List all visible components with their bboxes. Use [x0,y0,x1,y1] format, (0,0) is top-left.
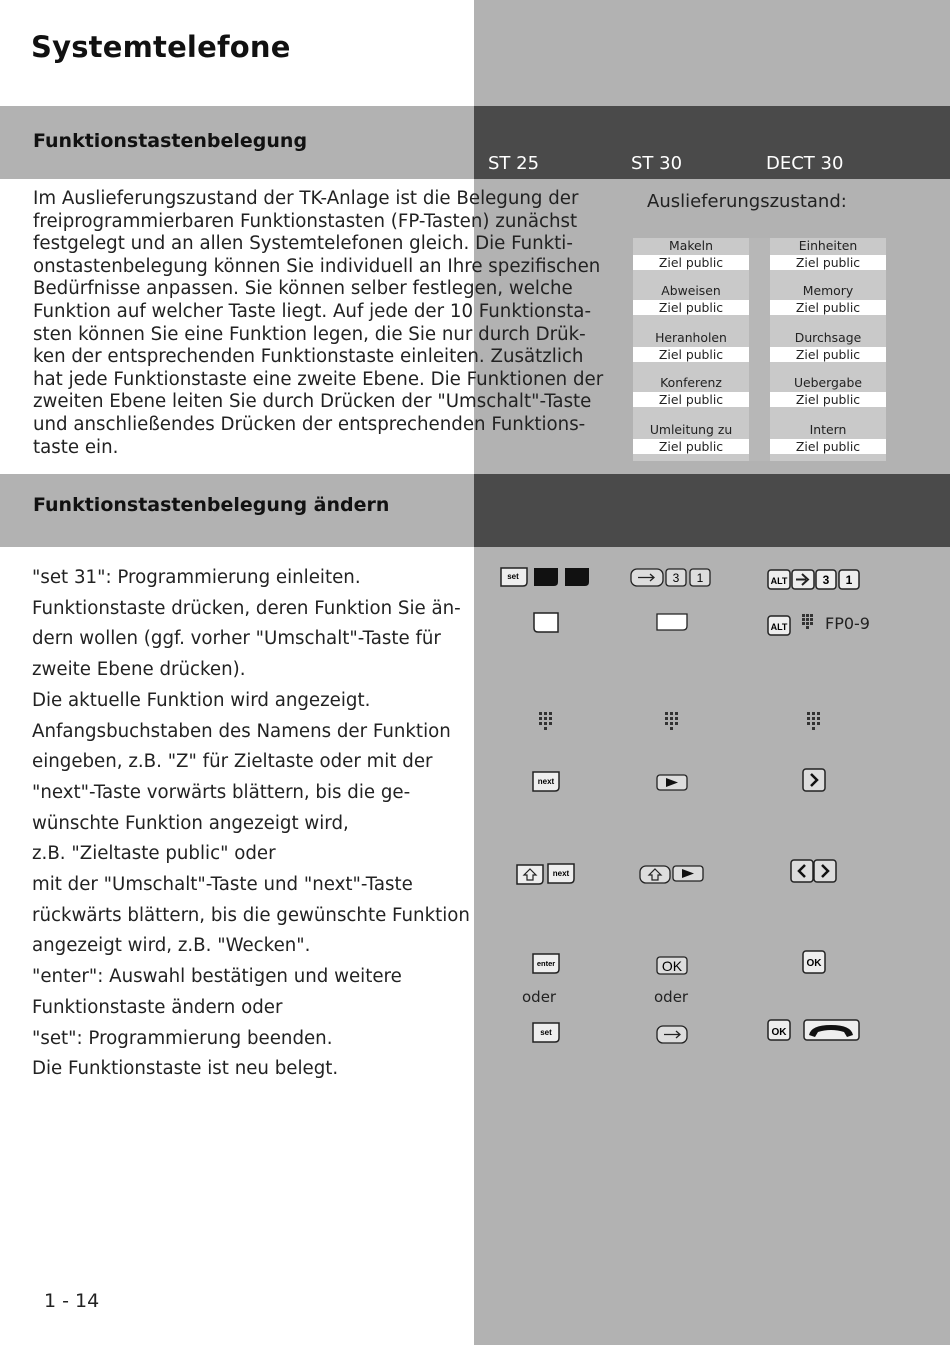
enter-key-label: enter [536,959,556,968]
ok-hangup-keys-icon [767,1018,862,1044]
digit-1-label: 1 [696,571,704,585]
page-number: 1 - 14 [44,1290,100,1312]
intro-line: Im Auslieferungszustand der TK-Anlage ist die Belegung der [33,188,579,209]
keypad-icon [538,711,554,731]
instruction-steps [32,563,472,1085]
step-line: "enter": Auswahl bestätigen und weitere [32,966,402,988]
step-line: angezeigt wird, z.B. "Wecken". [32,935,311,957]
intro-line: und anschließendes Drücken der entsprechenden Funktions- [33,413,586,435]
alt-arrow-3-1-keys-icon [767,568,862,592]
delivery-state-label: Auslieferungszustand: [647,191,847,212]
intro-line: taste ein. [33,436,119,458]
intro-paragraph [33,188,604,459]
column-header-st25: ST 25 [488,153,540,174]
function-key-cell: Makeln Ziel public [633,238,749,272]
step-line: Die aktuelle Funktion wird angezeigt. [32,689,371,711]
step-line: mit der "Umschalt"-Taste und "next"-Taste [32,874,413,896]
set-key-icon [532,1022,560,1044]
section1-title: Funktionstastenbelegung [33,130,308,152]
step-line: "set": Programmierung beenden. [32,1027,333,1049]
intro-line: Funktion auf welcher Taste liegt. Auf jede der 10 Funktionsta- [33,300,592,322]
ok-key-icon [802,950,826,974]
intro-line: festgelegt und an allen Systemtelefonen gleich. Die Funkti- [33,233,573,255]
column-header-dect30: DECT 30 [766,153,844,174]
function-key-cell: Intern Ziel public [770,422,886,456]
step-line: "set 31": Programmierung einleiten. [32,567,361,588]
intro-line: ken der entsprechenden Funktionstaste einleiten. Zusätzlich [33,346,584,368]
shift-next-arrow-keys-icon [639,865,705,885]
function-key-cell: Durchsage Ziel public [770,330,886,364]
step-line: rückwärts blättern, bis die gewünschte Funktion [32,904,470,926]
intro-line: sten können Sie eine Funktion legen, die Sie nur durch Drük- [33,323,586,345]
digit-3-label: 3 [672,571,680,585]
ok-key-label: OK [771,1027,787,1038]
table-divider [749,238,770,461]
step-line: eingeben, z.B. "Z" für Zieltaste oder mit der [32,751,433,773]
column-header-st30: ST 30 [631,153,683,174]
intro-line: zweiten Ebene leiten Sie durch Drücken der "Umschalt"-Taste [33,391,592,413]
keypad-icon [664,711,680,731]
next-key-label: next [537,777,555,786]
keypad-icon [806,711,822,731]
set-key-label: set [507,572,519,581]
section1-header-band-dark [474,106,950,179]
intro-line: hat jede Funktionstaste eine zweite Ebene. Die Funktionen der [33,368,604,390]
set-key-icon [500,566,590,588]
step-line: z.B. "Zieltaste public" oder [32,843,276,865]
intro-line: onstastenbelegung können Sie individuell an Ihre spezifischen [33,255,601,277]
function-key-cell: Einheiten Ziel public [770,238,886,272]
function-key-cell: Umleitung zu Ziel public [633,422,749,456]
step-line: wünschte Funktion angezeigt wird, [32,812,349,834]
ok-key-label: OK [661,958,683,974]
function-key-icon [656,613,688,631]
or-label: oder [522,988,557,1006]
chevron-left-right-keys-icon [790,859,838,883]
step-line: Funktionstaste drücken, deren Funktion Sie än- [32,597,461,619]
set-key-label: set [540,1028,552,1037]
step-line: dern wollen (ggf. vorher "Umschalt"-Taste für [32,628,441,650]
function-key-cell: Abweisen Ziel public [633,283,749,317]
function-key-cell: Uebergabe Ziel public [770,375,886,409]
alt-key-label: ALT [770,622,788,632]
function-key-cell: Memory Ziel public [770,283,886,317]
shift-next-keys-icon [516,863,576,885]
ok-key-label: OK [806,958,822,969]
step-line: "next"-Taste vorwärts blättern, bis die ge- [32,781,411,803]
intro-line: freiprogrammierbaren Funktionstasten (FP-Tasten) zunächst [33,210,578,232]
next-key-icon [532,771,560,793]
section2-title: Funktionstastenbelegung ändern [33,494,390,516]
alt-key-label: ALT [770,576,788,586]
forward-key-icon [656,1025,688,1045]
next-arrow-key-icon [656,774,688,792]
ok-key-icon [656,956,688,976]
alt-keypad-icon [767,614,819,638]
intro-line: Bedürfnisse anpassen. Sie können selber festlegen, welche [33,278,573,300]
forward-3-1-keys-icon [630,568,712,588]
step-line: Die Funktionstaste ist neu belegt. [32,1058,339,1080]
or-label: oder [654,988,689,1006]
function-key-icon [533,612,559,634]
chevron-right-key-icon [802,768,826,792]
digit-3-label: 3 [822,573,830,587]
section2-header-band-dark [474,474,950,547]
function-key-cell: Heranholen Ziel public [633,330,749,364]
next-key-label: next [552,869,570,878]
step-line: Anfangsbuchstaben des Namens der Funktion [32,720,451,742]
enter-key-icon [532,953,560,975]
page-title: Systemtelefone [31,30,291,64]
function-key-table [633,238,886,461]
step-line: zweite Ebene drücken). [32,659,246,681]
function-key-cell: Konferenz Ziel public [633,375,749,409]
fp-key-range-label: FP0-9 [825,614,870,633]
step-line: Funktionstaste ändern oder [32,996,283,1018]
digit-1-label: 1 [845,573,853,587]
